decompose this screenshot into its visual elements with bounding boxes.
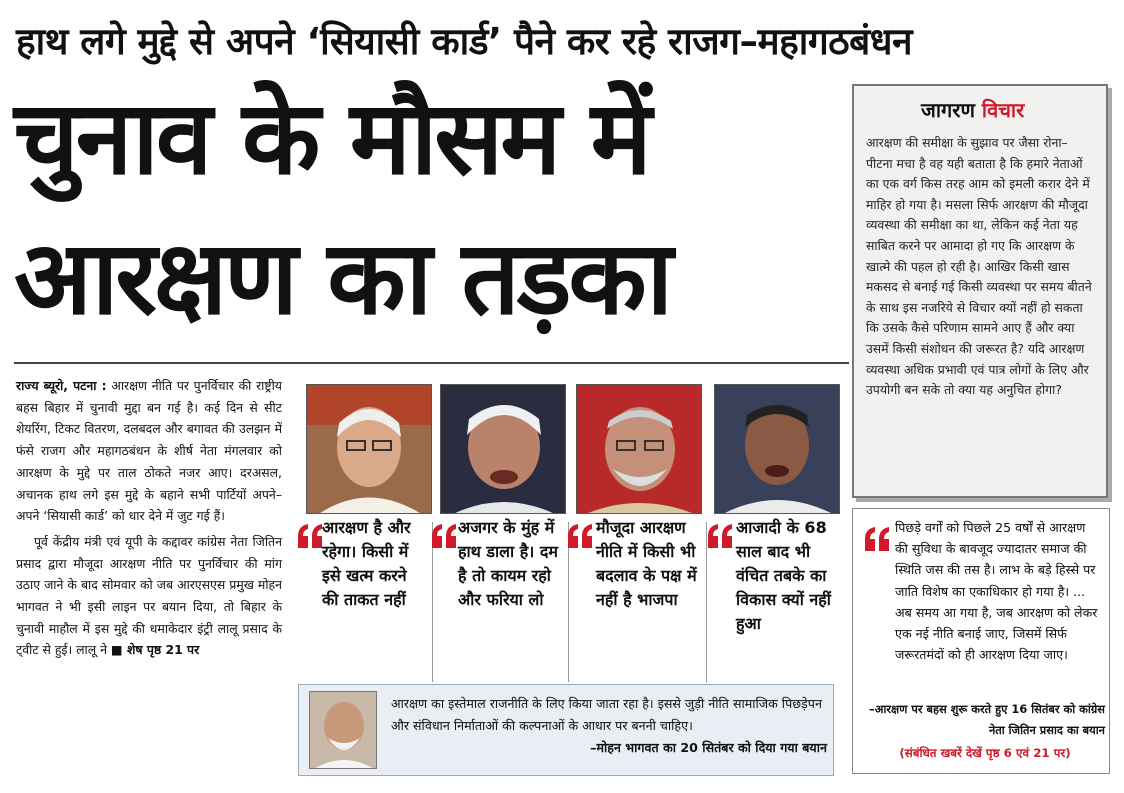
quote-icon: [296, 522, 324, 550]
byline: राज्य ब्यूरो, पटना :: [16, 378, 107, 393]
opinion-brand: जागरण: [921, 98, 975, 122]
quote-icon: [566, 522, 594, 550]
jitin-quote-text: पिछड़े वर्गों को पिछले 25 वर्षों से आरक्षण की सुविधा के बावजूद ज्यादातर समाज की स्थिति जस की तस है। लाभ के बड़े हिस्से पर जाति विशेष का एकाधिकार हो गया है। ... अब समय आ गया है, जब आरक्षण को लेकर एक नई नीति बनाई जाए, जिसमें सिर्फ जरूरतमंदों को ही आरक्षण दिया जाए।: [895, 520, 1098, 663]
opinion-section: विचार: [981, 98, 1025, 122]
main-headline-line-1: चुनाव के मौसम में: [14, 79, 649, 198]
continued-jump: ■ शेष पृष्ठ 21 पर: [110, 642, 200, 658]
leader-photo-1: [306, 384, 432, 514]
leader-photo-2: [440, 384, 566, 514]
jitin-quote: [869, 517, 1101, 665]
quote-icon: [706, 522, 734, 550]
divider: [14, 362, 849, 364]
opinion-sidebar: [852, 84, 1108, 498]
main-headline-line-2: आरक्षण का तड़का: [14, 219, 671, 338]
quote-3: मौजूदा आरक्षण नीति में किसी भी बदलाव के पक्ष में नहीं है भाजपा: [596, 518, 697, 609]
story-para-2: [16, 531, 282, 661]
bhagwat-statement: [391, 693, 827, 759]
jitin-attribution: –आरक्षण पर बहस शुरू करते हुए 16 सितंबर को कांग्रेस नेता जितिन प्रसाद का बयान: [869, 702, 1105, 737]
leader-photo-3: [576, 384, 702, 514]
leader-photo-4: [714, 384, 840, 514]
bhagwat-photo: [309, 691, 377, 769]
story-text-1: आरक्षण नीति पर पुनर्विचार की राष्ट्रीय बहस बिहार में चुनावी मुद्दा बन गई है। कई दिन से सीट शेयरिंग, टिकट वितरण, दलबदल और बगावत की उलझन में फंसे राजग और महागठबंधन के शीर्ष नेता मंगलवार को आरक्षण के मुद्दे पर ताल ठोकते नजर आए। दरअसल, अचानक हाथ लगे इस मुद्दे के बहाने सभी पार्टियों अपने–अपने ‘सियासी कार्ड’ को धार देने में जुट गई हैं।: [16, 378, 282, 524]
jitin-statement-box: [852, 508, 1110, 774]
opinion-heading: [866, 96, 1094, 123]
quote-4: आजादी के 68 साल बाद भी वंचित तबके का विकास क्यों नहीं हुआ: [736, 518, 831, 633]
story-para-1: [16, 375, 282, 527]
bhagwat-attribution: –मोहन भागवत का 20 सितंबर को दिया गया बयान: [590, 740, 827, 755]
kicker-headline: हाथ लगे मुद्दे से अपने ‘सियासी कार्ड’ पैने कर रहे राजग–महागठबंधन: [16, 20, 913, 63]
story-body: [16, 375, 282, 665]
story-text-2: पूर्व केंद्रीय मंत्री एवं यूपी के कद्दावर कांग्रेस नेता जितिन प्रसाद द्वारा मौजूदा आरक्षण नीति पर पुनर्विचार की मांग उठाए जाने के बाद सोमवार को जब आरएसएस प्रमुख मोहन भागवत ने भी इसी लाइन पर बयान दिया, तो बिहार के चुनावी माहौल में इस मुद्दे की धमाकेदार इंट्री लालू प्रसाद के ट्वीट से हुई। लालू ने: [16, 533, 282, 658]
bhagwat-quote: आरक्षण का इस्तेमाल राजनीति के लिए किया जाता रहा है। इससे जुड़ी नीति सामाजिक पिछड़ेपन और संविधान निर्माताओं की कल्पनाओं के आधार पर बननी चाहिए।: [391, 696, 822, 733]
quote-icon: [430, 522, 458, 550]
bhagwat-statement-box: [298, 684, 834, 776]
quote-1: आरक्षण है और रहेगा। किसी में इसे खत्म करने की ताकत नहीं: [322, 518, 411, 609]
opinion-text: आरक्षण की समीक्षा के सुझाव पर जैसा रोना–पीटना मचा है वह यही बताता है कि हमारे नेताओं का एक वर्ग किस तरह आम को इमली करार देने में माहिर हो गया है। मसला सिर्फ आरक्षण की मौजूदा व्यवस्था की समीक्षा का था, लेकिन कई नेता यह साबित करने पर आमादा हो गए कि आरक्षण के खात्मे की पहल हो रही है। आखिर किसी खास मकसद से बनाई गई किसी व्यवस्था पर समय बीतने के साथ इस नजरिये से विचार क्यों नहीं हो सकता कि उसके कैसे परिणाम सामने आए हैं और क्या उसमें किसी संशोधन की जरूरत है? यदि आरक्षण व्यवस्था अधिक प्रभावी एवं पात्र लोगों के लिए और उपयोगी बन सके तो क्या यह अनुचित होगा?: [866, 135, 1092, 398]
related-news-reference: (संबंधित खबरें देखें पृष्ठ 6 एवं 21 पर): [899, 746, 1071, 760]
quote-2: अजगर के मुंह में हाथ डाला है। दम है तो कायम रहो और फरिया लो: [458, 518, 558, 609]
